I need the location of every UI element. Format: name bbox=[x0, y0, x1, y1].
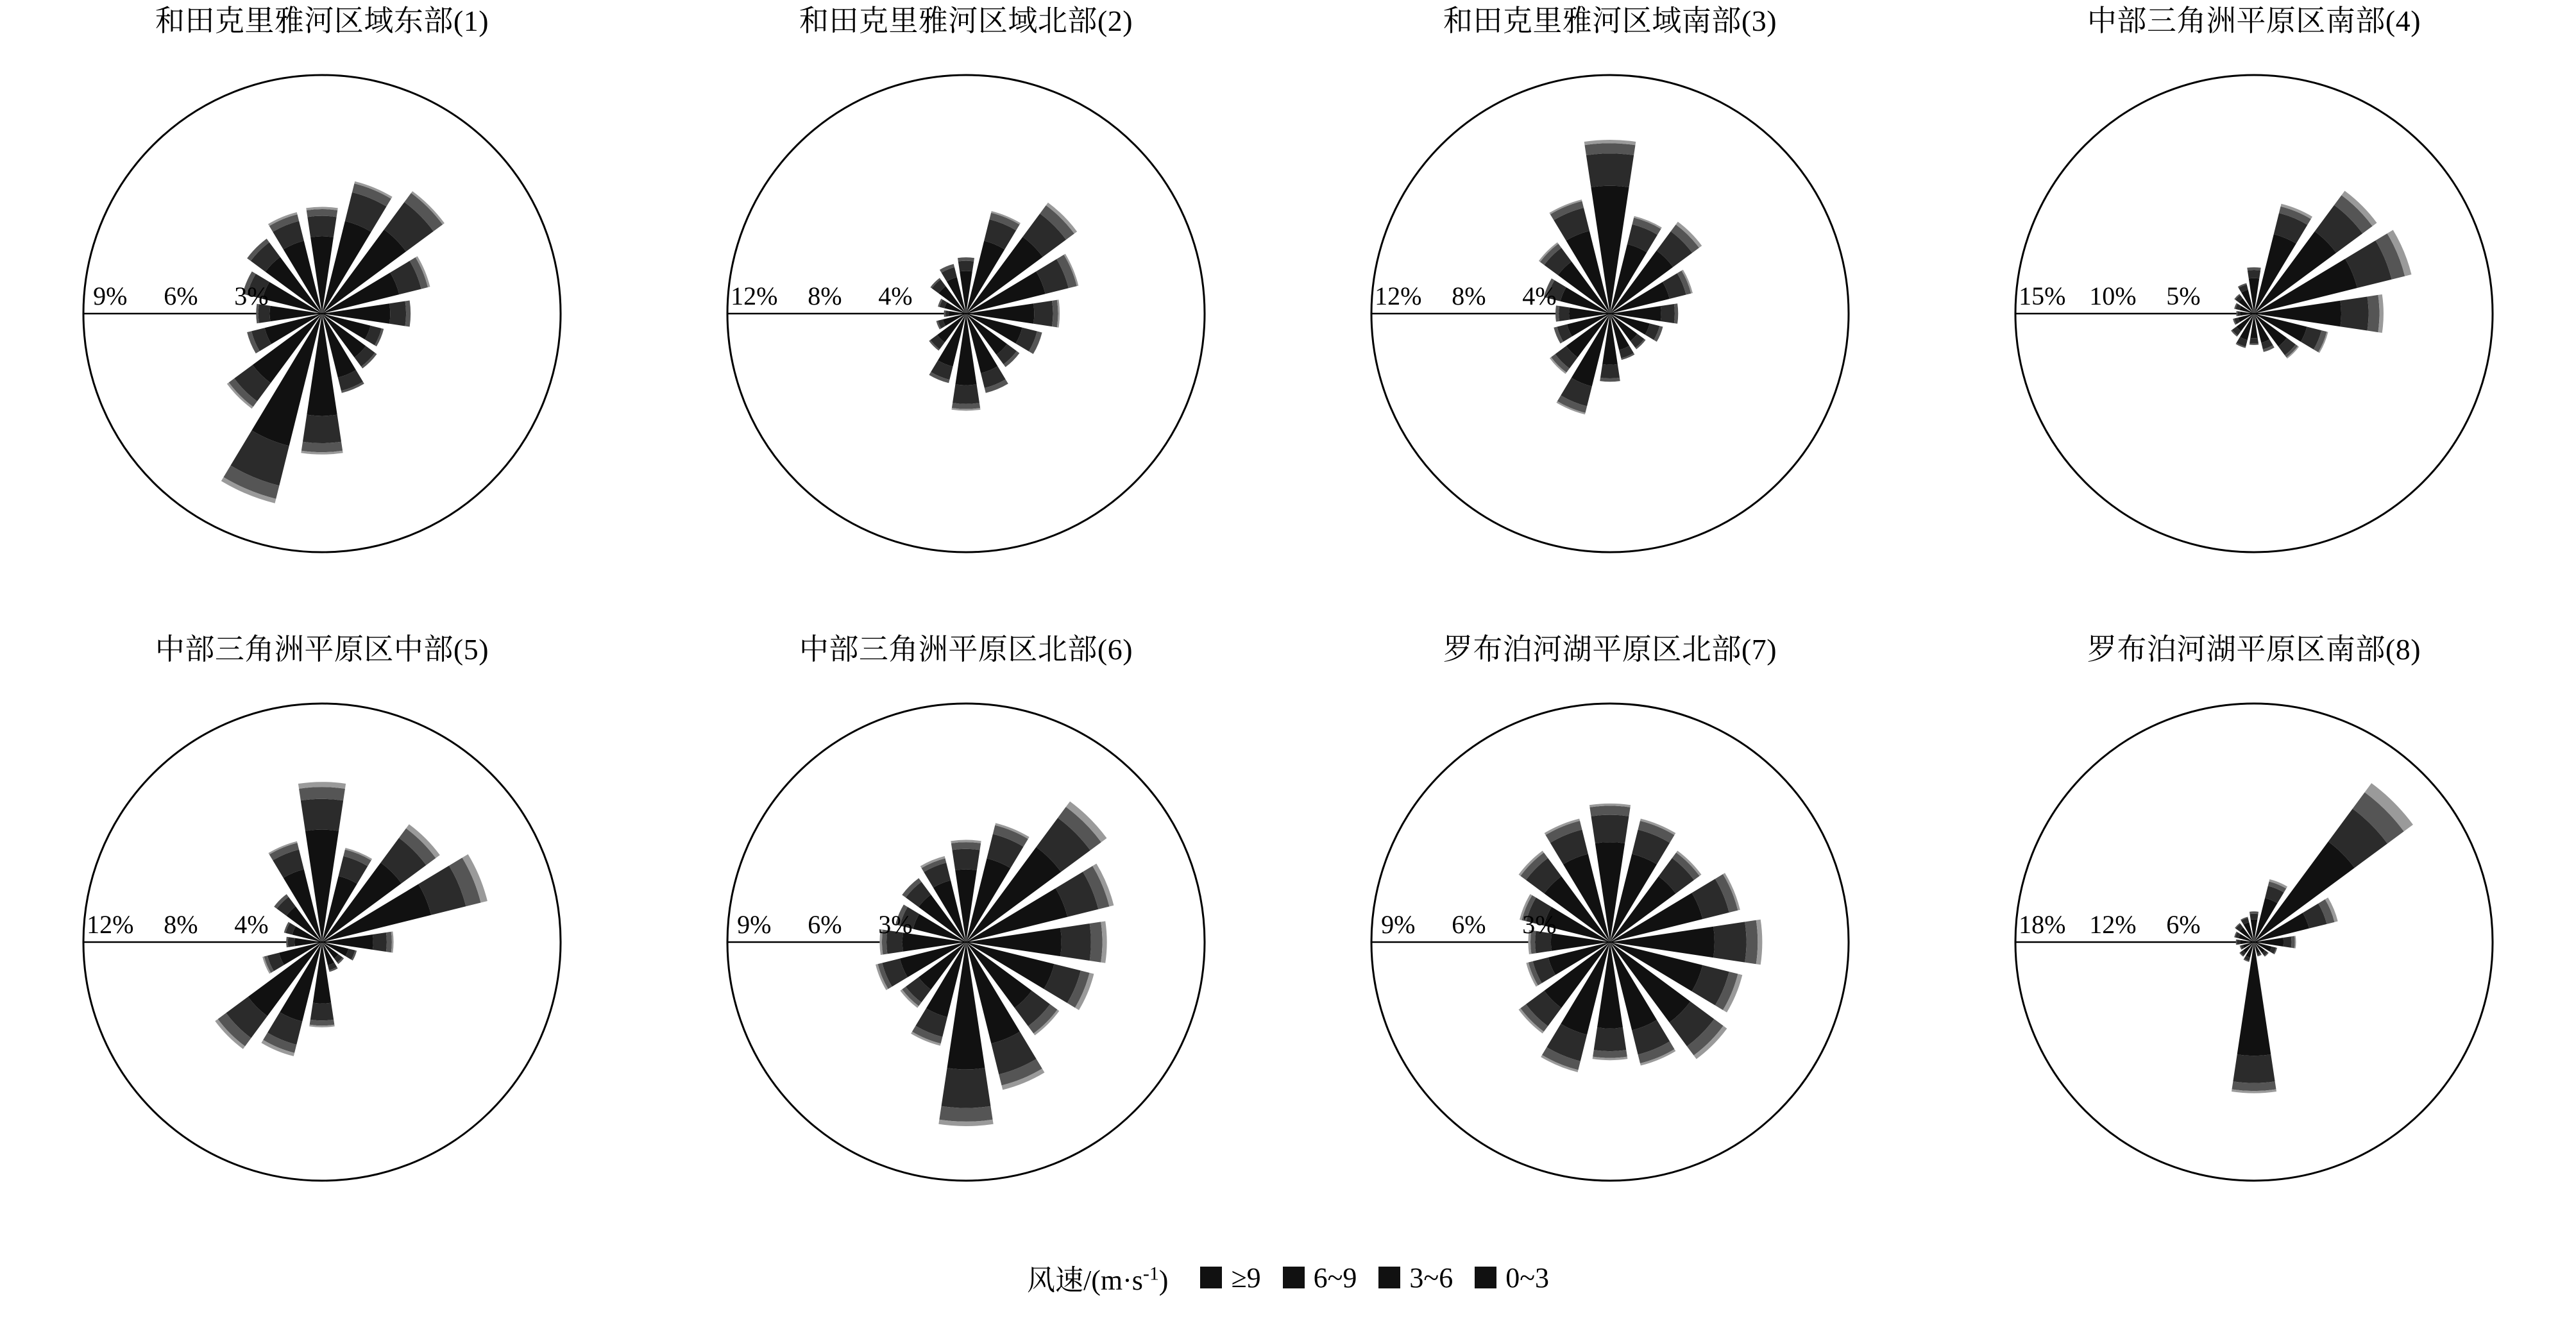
axis-tick-label: 6% bbox=[164, 281, 198, 310]
rose-petal-segment bbox=[1060, 924, 1091, 961]
rose-panel-3 bbox=[1288, 0, 1932, 628]
legend-item-ge9 bbox=[1200, 1261, 1260, 1294]
legend-swatch-6-9 bbox=[1283, 1267, 1305, 1288]
rose-petal-segment bbox=[2250, 913, 2258, 919]
rose-svg bbox=[46, 38, 598, 589]
rose-petal-segment bbox=[2284, 936, 2292, 947]
axis-tick-label: 4% bbox=[234, 909, 269, 939]
rose-petal-segment bbox=[1033, 300, 1053, 326]
panel-title: 罗布泊河湖平原区南部(8) bbox=[2087, 633, 2421, 666]
axis-tick-label: 12% bbox=[87, 909, 134, 939]
rose-petal-segment bbox=[2237, 942, 2271, 1056]
rose-petal-segment bbox=[2254, 938, 2284, 947]
rose-petal-segment bbox=[949, 311, 966, 316]
rose-panel-7 bbox=[1288, 628, 1932, 1257]
rose-petal-segment bbox=[386, 931, 392, 952]
rose-petal-segment bbox=[294, 938, 322, 946]
axis-tick-label: 3% bbox=[878, 909, 913, 939]
axis-tick-label: 3% bbox=[1522, 909, 1557, 939]
rose-petal-segment bbox=[953, 384, 979, 403]
legend-item-0-3 bbox=[1475, 1261, 1549, 1294]
rose-petal-segment bbox=[2241, 311, 2254, 315]
rose-petal-segment bbox=[2237, 311, 2240, 316]
rose-svg bbox=[1978, 666, 2530, 1218]
rose-petal-segment bbox=[310, 1019, 335, 1025]
legend-label-ge9: ≥9 bbox=[1231, 1261, 1261, 1294]
rose-petal-segment bbox=[2241, 940, 2254, 943]
rose-petal-segment bbox=[299, 787, 345, 800]
rose-petal-segment bbox=[2237, 940, 2241, 945]
axis-tick-label: 8% bbox=[808, 281, 842, 310]
rose-petal-segment bbox=[955, 869, 977, 941]
rose-petal-segment bbox=[301, 441, 343, 451]
panel-title: 和田克里雅河区域东部(1) bbox=[155, 4, 489, 37]
axis-tick-label: 5% bbox=[2166, 281, 2201, 310]
axis-tick-label: 6% bbox=[2166, 909, 2201, 939]
rose-petal-segment bbox=[1600, 364, 1620, 378]
rose-petal-segment bbox=[2251, 919, 2258, 941]
rose-petal-segment bbox=[945, 310, 949, 316]
legend-swatch-3-6 bbox=[1378, 1267, 1400, 1288]
rose-petal-segment bbox=[310, 1002, 334, 1020]
rose-petal-segment bbox=[1661, 304, 1675, 323]
rose-svg bbox=[690, 38, 1242, 589]
legend-label-3-6: 3~6 bbox=[1409, 1261, 1453, 1294]
rose-petal-segment bbox=[270, 305, 322, 321]
rose-plot bbox=[46, 38, 598, 589]
rose-petal-segment bbox=[1586, 153, 1634, 187]
rose-petal-segment bbox=[2249, 278, 2259, 313]
rose-petal-segment bbox=[2250, 337, 2258, 343]
rose-petal-segment bbox=[2250, 911, 2258, 914]
rose-petal-segment bbox=[902, 932, 966, 951]
rose-petal-segment bbox=[1591, 185, 1629, 313]
rose-petal-segment bbox=[303, 414, 341, 443]
rose-petal-segment bbox=[1610, 926, 1715, 957]
legend-title-text: 风速/(m·s bbox=[1026, 1265, 1143, 1296]
rose-petal-segment bbox=[966, 303, 1034, 324]
rose-petal-segment bbox=[307, 215, 336, 237]
legend-item-3-6 bbox=[1378, 1261, 1453, 1294]
rose-petal-segment bbox=[373, 932, 387, 952]
rose-petal-segment bbox=[1594, 1027, 1627, 1051]
legend-swatch-ge9 bbox=[1200, 1267, 1222, 1288]
rose-petal-segment bbox=[942, 1068, 991, 1108]
axis-tick-label: 12% bbox=[731, 281, 778, 310]
rose-petal-segment bbox=[307, 209, 337, 217]
rose-petal-segment bbox=[1584, 143, 1635, 155]
rose-petal-segment bbox=[301, 798, 343, 831]
panel-title: 中部三角洲平原区南部(4) bbox=[2087, 4, 2421, 37]
rose-petal-segment bbox=[939, 1106, 992, 1121]
rose-petal-segment bbox=[1595, 842, 1625, 942]
rose-petal-segment bbox=[2291, 936, 2295, 948]
rose-petal-segment bbox=[944, 310, 945, 316]
rose-svg bbox=[1978, 38, 2530, 589]
rose-panel-4 bbox=[1932, 0, 2576, 628]
rose-petal-segment bbox=[322, 934, 373, 950]
axis-tick-label: 3% bbox=[234, 281, 269, 310]
axis-tick-label: 9% bbox=[93, 281, 128, 310]
rose-svg bbox=[1334, 38, 1886, 589]
rose-svg bbox=[690, 666, 1242, 1218]
rose-petal-segment bbox=[258, 304, 271, 323]
rose-petal-segment bbox=[951, 842, 981, 850]
legend-label-6-9: 6~9 bbox=[1313, 1261, 1357, 1294]
rose-petal-segment bbox=[1597, 942, 1623, 1029]
rose-petal-segment bbox=[1591, 814, 1629, 843]
rose-petal-segment bbox=[2236, 310, 2237, 316]
rose-plot bbox=[46, 666, 598, 1218]
legend-title-paren: ) bbox=[1158, 1265, 1169, 1296]
rose-petal-segment bbox=[2368, 295, 2380, 332]
panel-title: 和田克里雅河区域北部(2) bbox=[799, 4, 1133, 37]
legend-title bbox=[1027, 1257, 1168, 1298]
rose-petal-segment bbox=[1555, 305, 1559, 321]
rose-petal-segment bbox=[2236, 939, 2237, 944]
axis-tick-label: 10% bbox=[2089, 281, 2137, 310]
rose-petal-segment bbox=[1551, 933, 1610, 950]
legend-label-0-3: 0~3 bbox=[1505, 1261, 1550, 1294]
rose-petal-segment bbox=[310, 236, 334, 313]
rose-petal-segment bbox=[955, 314, 976, 385]
axis-tick-label: 8% bbox=[1452, 281, 1486, 310]
axis-tick-label: 12% bbox=[1375, 281, 1422, 310]
rose-petal-segment bbox=[288, 937, 295, 947]
rose-plot bbox=[1978, 666, 2530, 1218]
rose-petal-segment bbox=[1610, 306, 1661, 321]
panel-title: 中部三角洲平原区北部(6) bbox=[799, 633, 1133, 666]
legend bbox=[0, 1257, 2576, 1334]
rose-petal-segment bbox=[966, 927, 1062, 956]
rose-petal-segment bbox=[1745, 920, 1758, 963]
rose-panel-1 bbox=[0, 0, 644, 628]
rose-plot bbox=[1978, 38, 2530, 589]
panel-title: 和田克里雅河区域南部(3) bbox=[1443, 4, 1777, 37]
rose-petal-segment bbox=[958, 260, 974, 271]
rose-petal-segment bbox=[322, 303, 390, 324]
rose-panel-6 bbox=[644, 628, 1288, 1257]
rose-panel-2 bbox=[644, 0, 1288, 628]
axis-tick-label: 8% bbox=[164, 909, 198, 939]
rose-petal-segment bbox=[1535, 931, 1552, 953]
legend-title-exponent: -1 bbox=[1142, 1263, 1159, 1285]
axis-tick-label: 6% bbox=[808, 909, 842, 939]
rose-petal-segment bbox=[1602, 314, 1618, 365]
rose-petal-segment bbox=[947, 942, 985, 1069]
rose-petal-segment bbox=[2341, 296, 2369, 330]
rose-plot bbox=[690, 666, 1242, 1218]
axis-tick-label: 9% bbox=[1381, 909, 1416, 939]
axis-tick-label: 6% bbox=[1452, 909, 1486, 939]
rose-svg bbox=[1334, 666, 1886, 1218]
rose-petal-segment bbox=[307, 314, 337, 416]
rose-petal-segment bbox=[2250, 314, 2257, 338]
rose-petal-segment bbox=[2254, 300, 2341, 326]
axis-tick-label: 12% bbox=[2089, 909, 2137, 939]
rose-petal-segment bbox=[1589, 805, 1630, 816]
rose-svg bbox=[46, 666, 598, 1218]
rose-petal-segment bbox=[305, 829, 339, 941]
rose-panel-8 bbox=[1932, 628, 2576, 1257]
rose-petal-segment bbox=[2233, 1054, 2275, 1083]
rose-petal-segment bbox=[389, 301, 406, 326]
rose-petal-segment bbox=[313, 942, 331, 1004]
rose-petal-segment bbox=[1713, 922, 1746, 962]
rose-plot bbox=[690, 38, 1242, 589]
rose-petal-segment bbox=[886, 930, 903, 954]
panel-title: 中部三角洲平原区中部(5) bbox=[155, 633, 489, 666]
rose-plot bbox=[1334, 666, 1886, 1218]
rose-petal-segment bbox=[1090, 922, 1103, 962]
axis-tick-label: 18% bbox=[2019, 909, 2066, 939]
rose-petal-segment bbox=[1559, 306, 1570, 321]
rose-petal-segment bbox=[952, 848, 979, 870]
axis-tick-label: 4% bbox=[878, 281, 913, 310]
axis-tick-label: 9% bbox=[737, 909, 772, 939]
rose-petal-segment bbox=[960, 271, 972, 313]
legend-item-6-9 bbox=[1283, 1261, 1357, 1294]
rose-panel-5 bbox=[0, 628, 644, 1257]
rose-petal-segment bbox=[2248, 270, 2260, 278]
axis-tick-label: 4% bbox=[1522, 281, 1557, 310]
axis-tick-label: 15% bbox=[2019, 281, 2066, 310]
rose-plot bbox=[1334, 38, 1886, 589]
legend-swatch-0-3 bbox=[1475, 1267, 1496, 1288]
rose-petal-segment bbox=[1569, 307, 1610, 319]
panel-title: 罗布泊河湖平原区北部(7) bbox=[1443, 633, 1777, 666]
rose-petal-segment bbox=[958, 257, 974, 261]
